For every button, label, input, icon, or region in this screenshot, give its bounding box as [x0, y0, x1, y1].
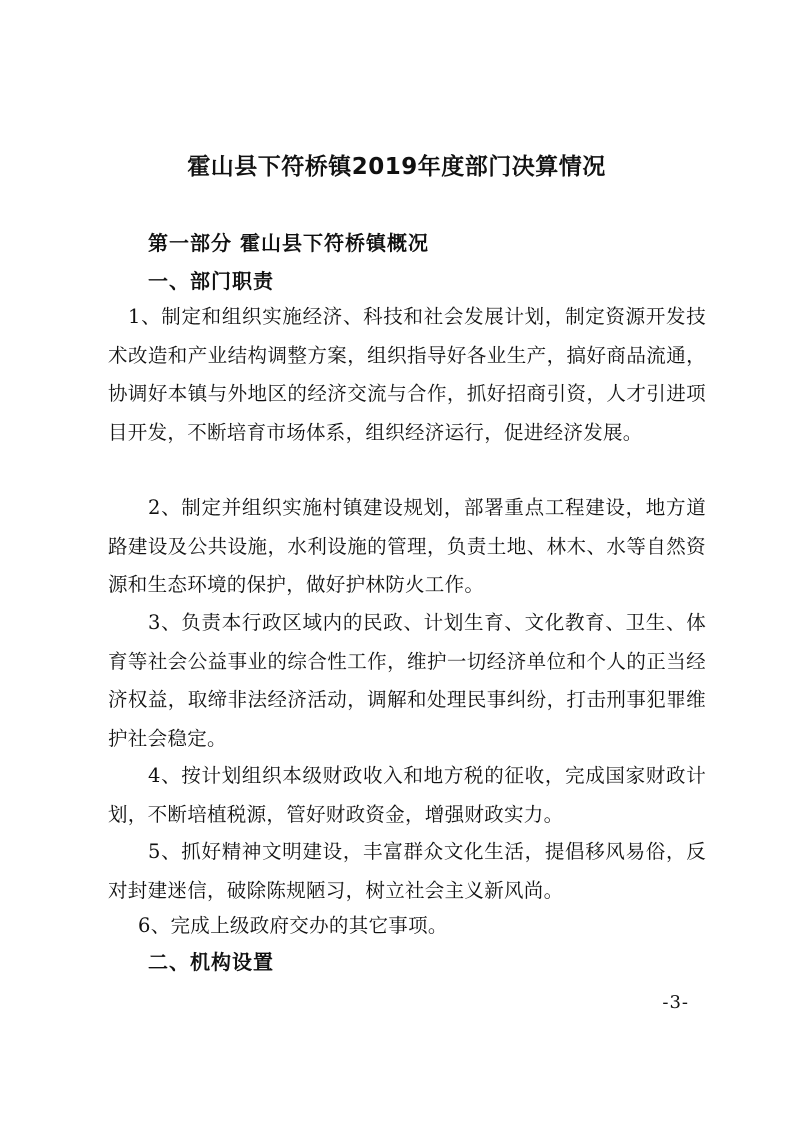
duty-paragraph-3: 3、负责本行政区域内的民政、计划生育、文化教育、卫生、体育等社会公益事业的综合性工作，维护一切经济单位和个人的正当经济权益，取缔非法经济活动，调解和处理民事纠纷，打击刑事犯罪维护社会稳定。	[108, 611, 706, 750]
duty-paragraph-4: 4、按计划组织本级财政收入和地方税的征收，完成国家财政计划，不断培植税源，管好财政资金，增强财政实力。	[108, 764, 706, 826]
duty-paragraph-5: 5、抓好精神文明建设，丰富群众文化生活，提倡移风易俗，反对封建迷信，破除陈规陋习，树立社会主义新风尚。	[108, 840, 706, 902]
duty-paragraph-6: 6、完成上级政府交办的其它事项。	[138, 914, 448, 937]
duty-paragraph-1: 1、制定和组织实施经济、科技和社会发展计划，制定资源开发技术改造和产业结构调整方案，组织指导好各业生产，搞好商品流通，协调好本镇与外地区的经济交流与合作，抓好招商引资，人才引进项目开发，不断培育市场体系，组织经济运行，促进经济发展。	[108, 305, 706, 444]
document-title: 霍山县下符桥镇2019年度部门决算情况	[187, 154, 606, 180]
part-heading: 第一部分 霍山县下符桥镇概况	[148, 231, 429, 255]
section-heading-duties: 一、部门职责	[148, 269, 274, 293]
section-heading-organization: 二、机构设置	[148, 950, 274, 974]
page-number: -3-	[662, 992, 689, 1013]
duty-paragraph-2: 2、制定并组织实施村镇建设规划，部署重点工程建设，地方道路建设及公共设施，水利设施的管理，负责土地、林木、水等自然资源和生态环境的保护，做好护林防火工作。	[108, 496, 706, 596]
